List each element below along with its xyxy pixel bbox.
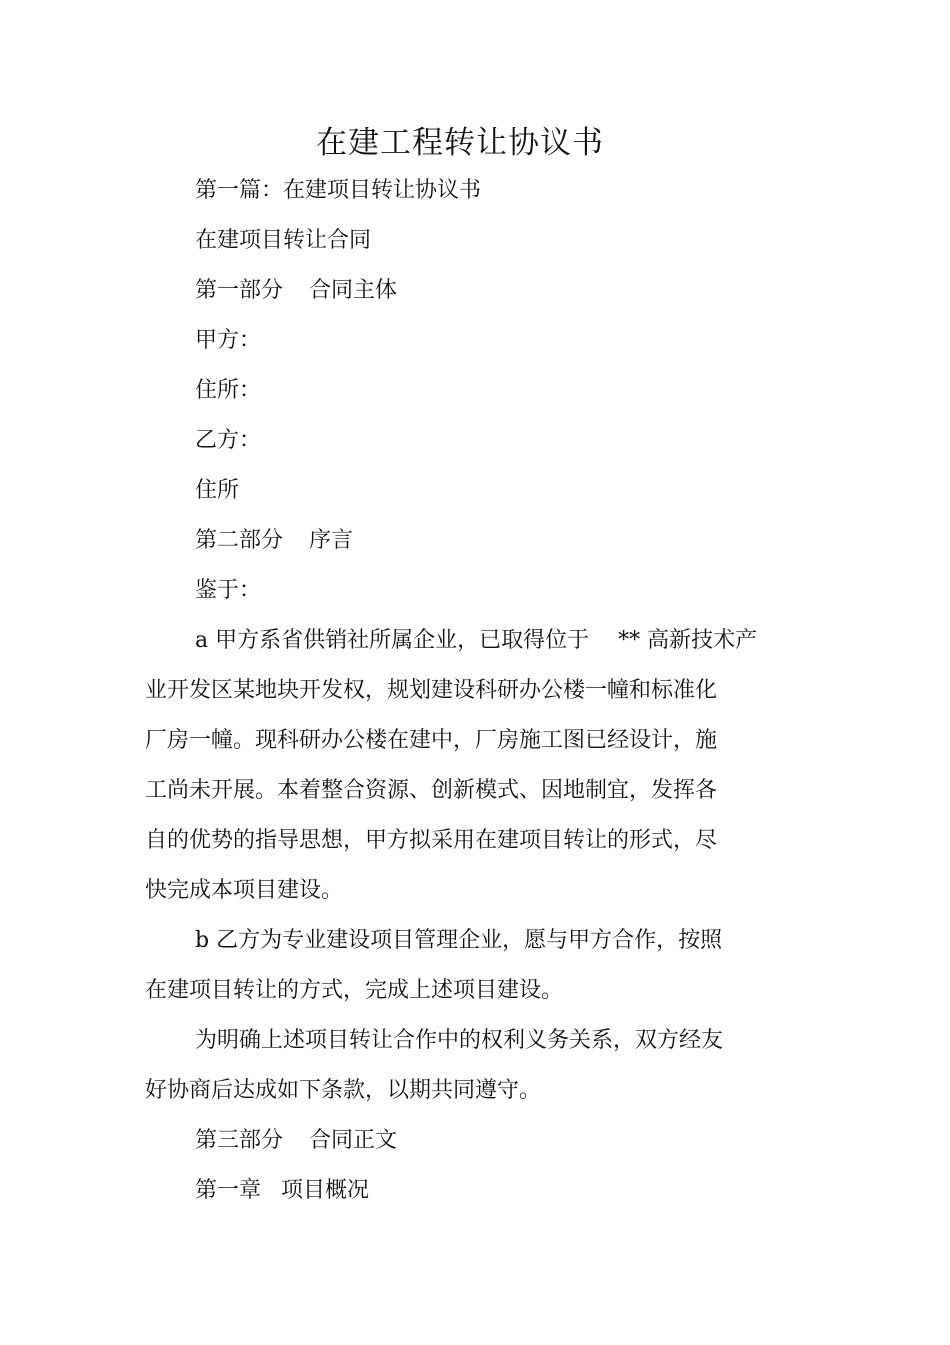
paragraph-a-line: 快完成本项目建设。 — [145, 878, 344, 903]
section-number: 第二部分 — [195, 528, 284, 553]
paragraph-a-line: 工尚未开展。本着整合资源、创新模式、因地制宜，发挥各 — [145, 778, 718, 803]
paragraph-b-line: 在建项目转让的方式，完成上述项目建设。 — [145, 978, 564, 1003]
section-title: 序言 — [309, 528, 354, 553]
party-b-label: 乙方： — [195, 428, 262, 453]
section-heading-part-one — [195, 276, 397, 306]
party-a-label: 甲方： — [195, 328, 262, 353]
paragraph-b-line: b 乙方为专业建设项目管理企业，愿与甲方合作，按照 — [195, 928, 723, 953]
section-heading-part-two — [195, 526, 353, 556]
chapter-heading-one — [195, 1176, 369, 1206]
chapter-title: 项目概况 — [281, 1178, 370, 1203]
whereas-label: 鉴于： — [195, 578, 262, 603]
document-title: 在建工程转让协议书 — [316, 125, 604, 161]
section-number: 第三部分 — [195, 1128, 284, 1153]
section-number: 第一部分 — [195, 278, 284, 303]
paragraph-purpose-line: 好协商后达成如下条款，以期共同遵守。 — [145, 1078, 542, 1103]
heading-transfer-contract: 在建项目转让合同 — [195, 228, 372, 253]
section-title: 合同主体 — [309, 278, 398, 303]
section-heading-part-three — [195, 1126, 397, 1156]
paragraph-a-line: 自的优势的指导思想，甲方拟采用在建项目转让的形式，尽 — [145, 828, 718, 853]
party-b-address-label: 住所 — [195, 478, 240, 503]
section-title: 合同正文 — [309, 1128, 398, 1153]
heading-part-one-agreement: 第一篇：在建项目转让协议书 — [195, 178, 482, 203]
paragraph-a-line: a 甲方系省供销社所属企业，已取得位于 ** 高新技术产 — [195, 628, 758, 653]
paragraph-a-line: 厂房一幢。现科研办公楼在建中，厂房施工图已经设计，施 — [145, 728, 718, 753]
paragraph-purpose-line: 为明确上述项目转让合作中的权利义务关系，双方经友 — [195, 1028, 724, 1053]
party-a-address-label: 住所： — [195, 378, 262, 403]
paragraph-a-line: 业开发区某地块开发权，规划建设科研办公楼一幢和标准化 — [145, 678, 718, 703]
chapter-number: 第一章 — [195, 1178, 262, 1203]
